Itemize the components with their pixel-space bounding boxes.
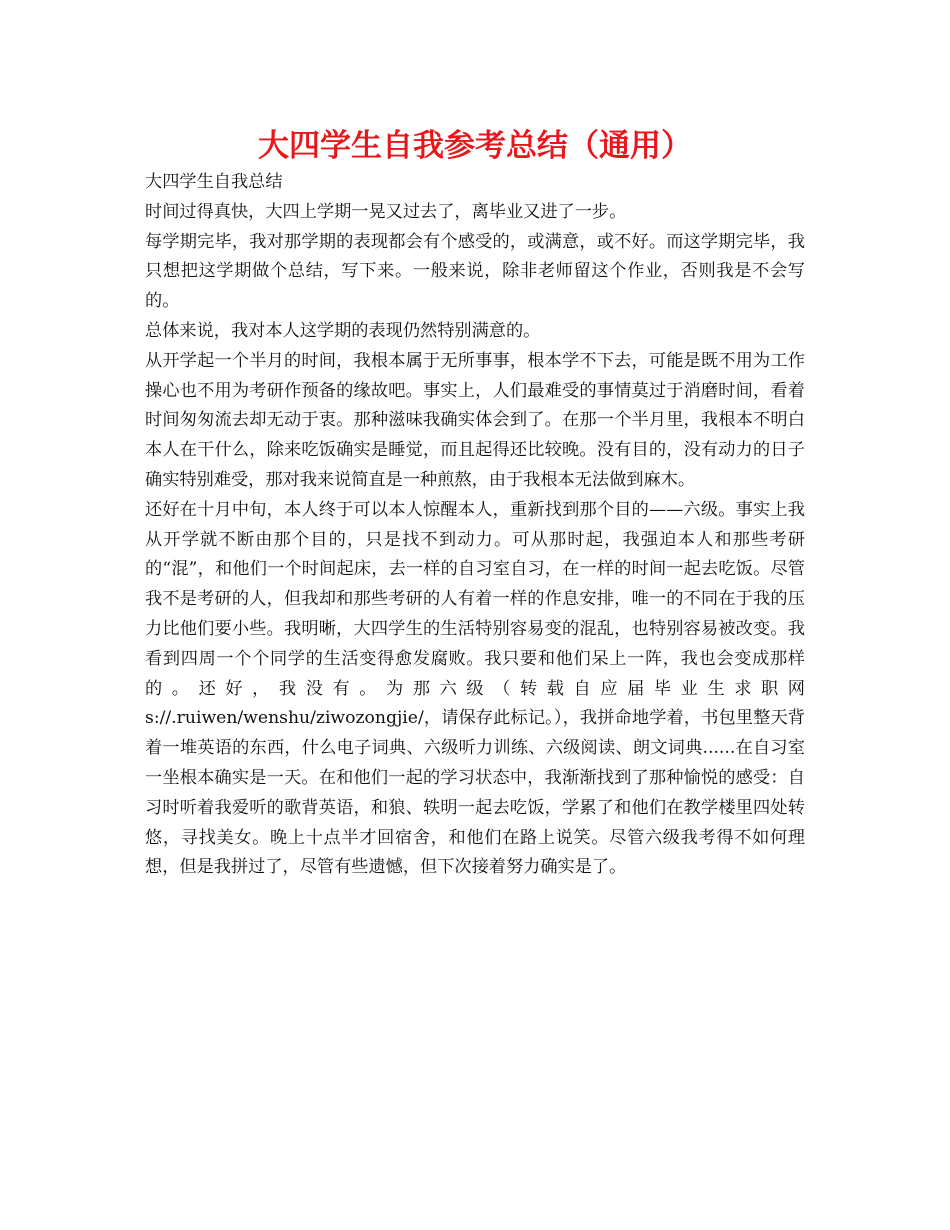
paragraph-october: 还好在十月中旬，本人终于可以本人惊醒本人，重新找到那个目的——六级。事实上我从开学就不断由那个目的，只是找不到动力。可从那时起，我强迫本人和那些考研的“混”，和他们一个时间起床，去一样的自习室自习，在一样的时间一起去吃饭。尽管我不是考研的人，但我却和那些考研的人有着一样的作息安排，唯一的不同在于我的压力比他们要小些。我明晰，大四学生的生活特别容易变的混乱，也特别容易被改变。我看到四周一个个同学的生活变得愈发腐败。我只要和他们呆上一阵，我也会变成那样的。还好，我没有。为那六级（转载自应届毕业生求职网s://.ruiwen/wenshu/ziwozongjie/，请保存此标记。），我拼命地学着，书包里整天背着一堆英语的东西，什么电子词典、六级听力训练、六级阅读、朗文词典......在自习室一坐根本确实是一天。在和他们一起的学习状态中，我渐渐找到了那种愉悦的感受：自习时听着我爱听的歌背英语，和狼、轶明一起去吃饭，学累了和他们在教学楼里四处转悠，寻找美女。晚上十点半才回宿舍，和他们在路上说笑。尽管六级我考得不如何理想，但是我拼过了，尽管有些遗憾，但下次接着努力确实是了。 [145,499,805,878]
paragraph-subtitle: 大四学生自我总结 [145,172,283,192]
document-title: 大四学生自我参考总结（通用） [258,128,692,164]
paragraph-first-month: 从开学起一个半月的时间，我根本属于无所事事，根本学不下去，可能是既不用为工作操心也不用为考研作预备的缘故吧。事实上，人们最难受的事情莫过于消磨时间，看着时间匆匆流去却无动于衷。那种滋味我确实体会到了。在那一个半月里，我根本不明白本人在干什么，除来吃饭确实是睡觉，而且起得还比较晚。没有目的，没有动力的日子确实特别难受，那对我来说简直是一种煎熬，由于我根本无法做到麻木。 [145,350,805,490]
paragraph-intro: 时间过得真快，大四上学期一晃又过去了，离毕业又进了一步。 [145,201,627,222]
paragraph-overall: 总体来说，我对本人这学期的表现仍然特别满意的。 [145,320,541,341]
document-body [145,168,805,883]
paragraph-semester-feeling: 每学期完毕，我对那学期的表现都会有个感受的，或满意，或不好。而这学期完毕，我只想把这学期做个总结，写下来。一般来说，除非老师留这个作业，否则我是不会写的。 [145,231,805,312]
